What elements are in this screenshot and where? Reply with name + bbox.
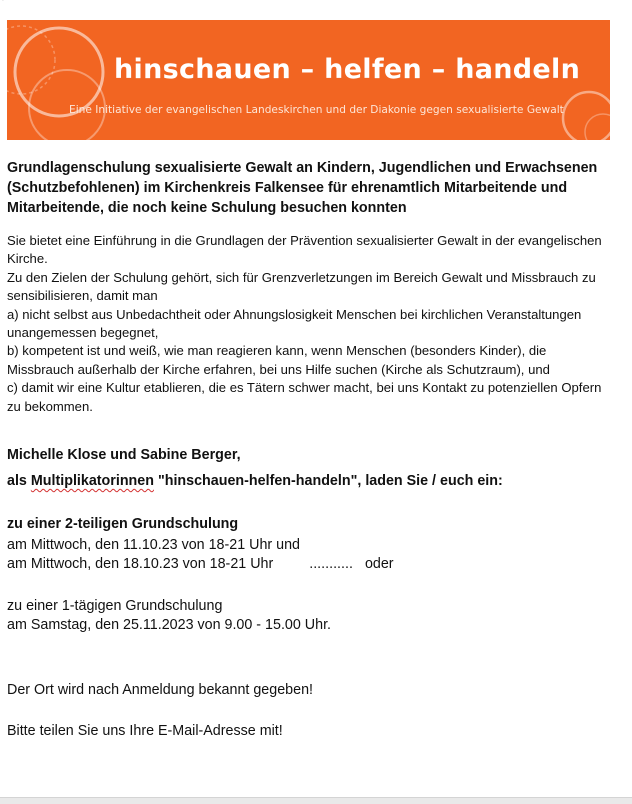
banner-subtitle: Eine Initiative der evangelischen Landeskirchen und der Diakonie gegen sexualisierte Gewalt xyxy=(69,104,564,116)
location-note: Der Ort wird nach Anmeldung bekannt gegeben! xyxy=(7,682,313,699)
intro-paragraph: Sie bietet eine Einführung in die Grundlagen der Prävention sexualisierter Gewalt in der evangelischen Kirche. xyxy=(7,233,602,267)
option1-date2-row xyxy=(7,555,612,574)
inviter-prefix: als xyxy=(7,473,31,490)
option2-block xyxy=(7,597,612,635)
inviter-invitation xyxy=(7,471,612,491)
option1-date2: am Mittwoch, den 18.10.23 von 18-21 Uhr xyxy=(7,556,274,573)
option1-dots: ........... xyxy=(309,556,353,573)
inviter-names: Michelle Klose und Sabine Berger, xyxy=(7,447,241,464)
option1-date1: am Mittwoch, den 11.10.23 von 18-21 Uhr und xyxy=(7,537,300,554)
banner xyxy=(7,20,610,140)
document-body xyxy=(7,158,612,741)
option2-title: zu einer 1-tägigen Grundschulung xyxy=(7,598,223,615)
intro-item-a: a) nicht selbst aus Unbedachtheit oder Ahnungslosigkeit Menschen bei kirchlichen Veranstaltungen unangemessen begegnet, xyxy=(7,306,582,341)
option2-date: am Samstag, den 25.11.2023 von 9.00 - 15.00 Uhr. xyxy=(7,617,332,634)
email-request: Bitte teilen Sie uns Ihre E-Mail-Adresse mit! xyxy=(7,723,283,740)
option1-oder: oder xyxy=(364,556,394,573)
inviter-suffix: "hinschauen-helfen-handeln", laden Sie / euch ein: xyxy=(153,473,503,490)
intro-paragraph: Zu den Zielen der Schulung gehört, sich für Grenzverletzungen im Bereich Gewalt und Missbrauch zu sensibilisieren, damit man xyxy=(7,269,596,304)
intro-item-c: c) damit wir eine Kultur etablieren, die es Tätern schwer macht, bei uns Kontakt zu potenziellen Opfern zu bekommen. xyxy=(7,380,602,414)
corner-mark: ' xyxy=(2,0,4,8)
option1-title: zu einer 2-teiligen Grundschulung xyxy=(7,516,239,533)
option1-dates xyxy=(7,536,612,574)
intro-item-b: b) kompetent ist und weiß, wie man reagieren kann, wenn Menschen (besonders Kinder), die Missbrauch außerhalb der Kirche erfahren, bei uns Hilfe suchen (Kirche als Schutzraum), und xyxy=(7,343,550,377)
spellcheck-word: Multiplikatorinnen xyxy=(30,473,154,490)
intro-section xyxy=(7,232,612,416)
page-bottom-edge xyxy=(0,797,632,804)
document-heading: Grundlagenschulung sexualisierte Gewalt an Kindern, Jugendlichen und Erwachsenen (Schutzbefohlenen) im Kirchenkreis Falkensee für ehrenamtlich Mitarbeitende und Mitarbeitende, die noch keine Schulung besuchen konnten xyxy=(7,160,598,216)
banner-title: hinschauen – helfen – handeln xyxy=(114,54,581,85)
